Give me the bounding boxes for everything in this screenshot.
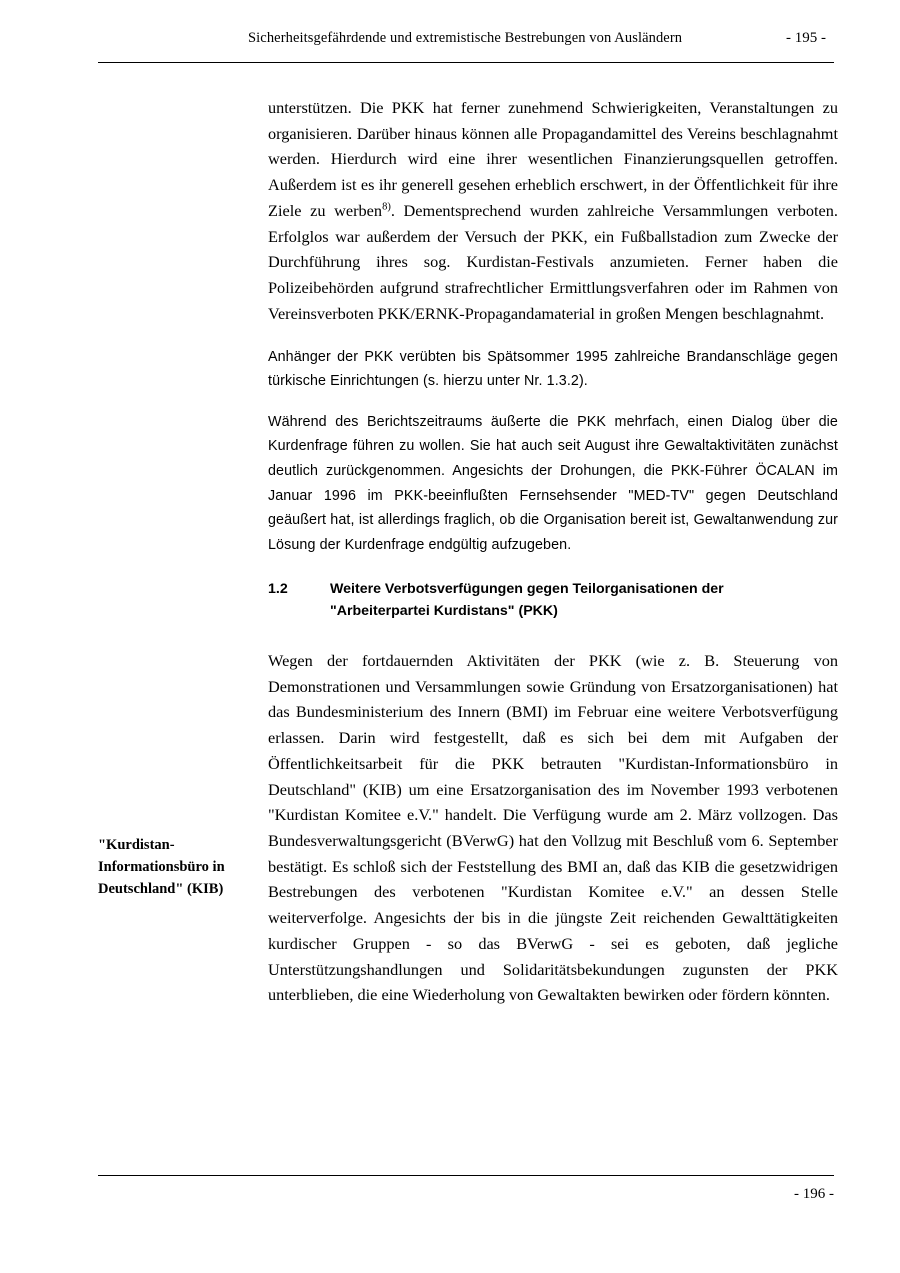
footer-divider [98, 1175, 834, 1176]
paragraph-1 [268, 95, 838, 327]
footnote-marker: 8) [382, 201, 391, 213]
footer-page-number: - 196 - [794, 1186, 834, 1202]
paragraph-3: Während des Berichtszeitraums äußerte die PKK mehrfach, einen Dialog über die Kurdenfrage führen zu wollen. Sie hat auch seit August ihre Gewaltaktivitäten zunächst deutlich zurückgenommen. Angesichts der Drohungen, die PKK-Führer ÖCALAN im Januar 1996 im PKK-beeinflußten Fernsehsender "MED-TV" gegen Deutschland geäußert hat, ist allerdings fraglich, ob die Organisation bereit ist, Gewaltanwendung zur Lösung der Kurdenfrage endgültig aufzugeben. [268, 413, 838, 553]
page-header [98, 30, 834, 47]
running-title: Sicherheitsgefährdende und extremistische Bestrebungen von Ausländern [248, 30, 683, 46]
heading-number: 1.2 [268, 581, 288, 598]
heading-first-line [268, 579, 838, 600]
section-heading [268, 579, 838, 622]
main-text-column [268, 95, 838, 557]
header-page-number: - 195 - [786, 30, 826, 46]
page-content [98, 95, 838, 1018]
margin-note: "Kurdistan-Informationsbüro in Deutschland" (KIB) [98, 837, 225, 897]
heading-title-line-2: "Arbeiterpartei Kurdistans" (PKK) [330, 602, 558, 619]
paragraph-4: Wegen der fortdauernden Aktivitäten der PKK (wie z. B. Steuerung von Demonstrationen und Versammlungen sowie Gründung von Ersatzorganisationen) hat das Bundesministerium des Innern (BMI) im Februar eine weitere Verbotsverfügung erlassen. Darin wird festgestellt, daß es sich bei dem mit Aufgaben der Öffentlichkeitsarbeit für die PKK betrauten "Kurdistan-Informationsbüro in Deutschland" (KIB) um eine Ersatzorganisation des im November 1993 verbotenen "Kurdistan Komitee e.V." handelt. Die Verfügung wurde am 2. März vollzogen. Das Bundesverwaltungsgericht (BVerwG) hat den Vollzug mit Beschluß vom 6. September bestätigt. Es schloß sich der Feststellung des BMI an, daß das KIB die gesetzwidrigen Bestrebungen des verbotenen "Kurdistan Komitee e.V." an dessen Stelle weiterverfolge. Angesichts der bis in die jüngste Zeit reichenden Gewalttätigkeiten kurdischer Gruppen - so das BVerwG - sei es geboten, daß jegliche Unterstützungshandlungen und Solidaritätsbekundungen zugunsten der PKK unterblieben, die eine Wiederholung von Gewaltakten bewirken oder fördern könnten. [268, 650, 838, 1005]
main-text-column-2 [268, 648, 838, 1008]
paragraph-2: Anhänger der PKK verübten bis Spätsommer 1995 zahlreiche Brandanschläge gegen türkische Einrichtungen (s. hierzu unter Nr. 1.3.2). [268, 348, 838, 390]
header-divider [98, 62, 834, 63]
paragraph-1-rest: . Dementsprechend wurden zahlreiche Versammlungen verboten. Erfolglos war außerdem der Versuch der PKK, ein Fußballstadion zum Zwecke der Durchführung ihres sog. Kurdistan-Festivals anzumieten. Ferner haben die Polizeibehörden aufgrund strafrechtlicher Ermittlungsverfahren oder im Rahmen von Vereinsverboten PKK/ERNK-Propagandamaterial in großen Mengen beschlagnahmt. [268, 200, 838, 323]
heading-title-line-1: Weitere Verbotsverfügungen gegen Teilorganisationen der [330, 581, 724, 598]
paragraph-1-text: unterstützen. Die PKK hat ferner zunehmend Schwierigkeiten, Veranstaltungen zu organisieren. Darüber hinaus können alle Propagandamittel des Vereins beschlagnahmt werden. Hierdurch wird eine ihrer wesentlichen Finanzierungsquellen getroffen. Außerdem ist es ihr generell gesehen erheblich erschwert, in der Öffentlichkeit für ihre Ziele zu werben [268, 98, 838, 220]
